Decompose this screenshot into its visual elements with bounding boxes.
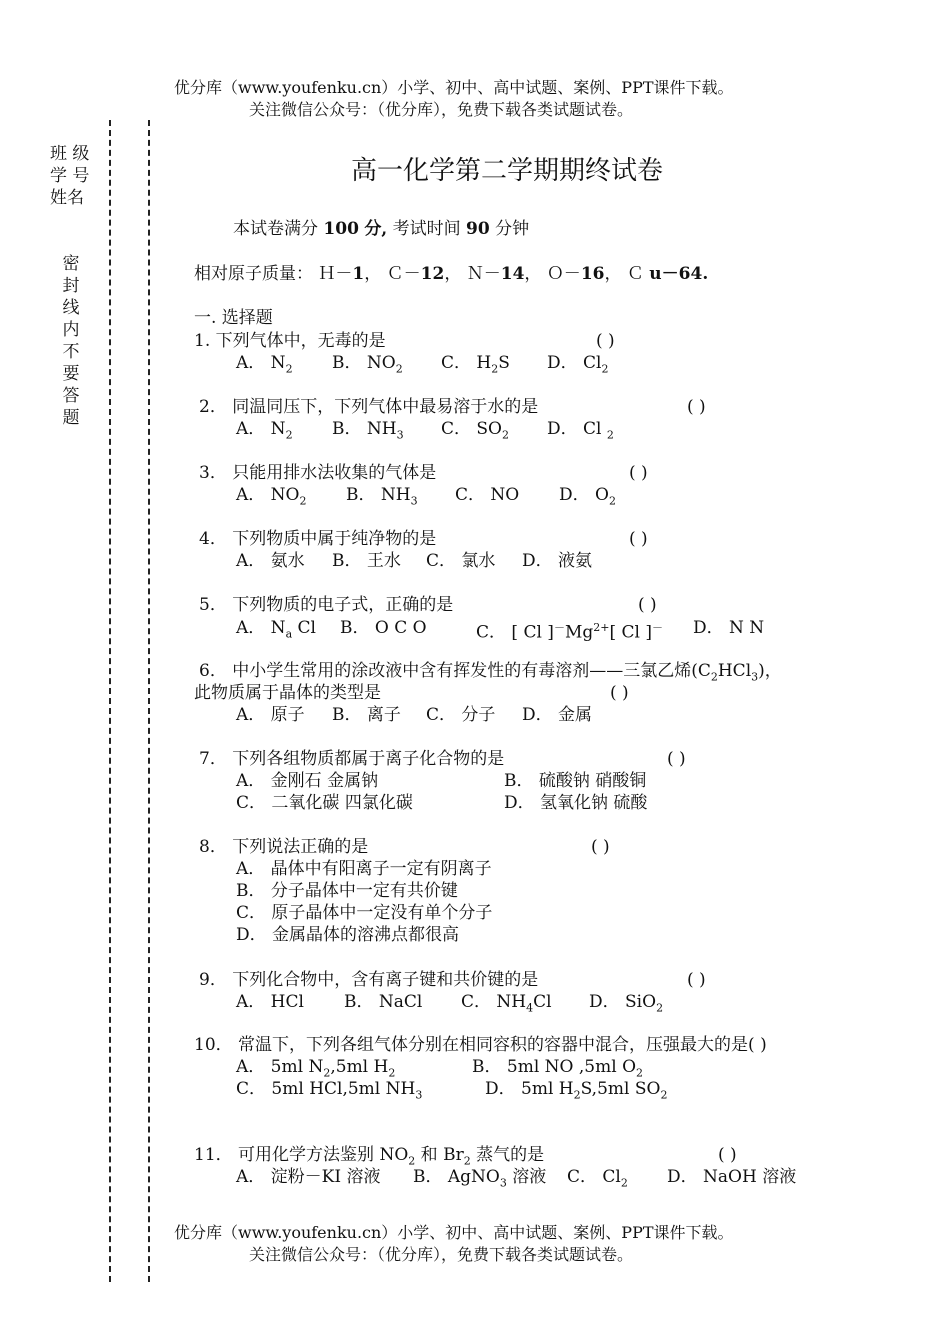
question-6-stem: 6． 中小学生常用的涂改液中含有挥发性的有毒溶剂——三氯乙烯$(C_2HCl_3)$， bbox=[199, 661, 782, 684]
q7-option-d: D． 氢氧化钠 硫酸 bbox=[504, 793, 648, 813]
atomic-h: Ｈ－ bbox=[318, 264, 353, 284]
exam-time-suffix: 分钟 bbox=[495, 219, 530, 239]
q3-option-c: C． NO bbox=[455, 485, 520, 505]
atomic-o: Ｏ－ bbox=[546, 264, 581, 284]
q8-option-d: D． 金属晶体的溶沸点都很高 bbox=[236, 925, 460, 945]
q5-option-b: B． O C O bbox=[340, 618, 427, 638]
q10-option-a: A． 5ml $N_2,5ml$ $H_2$ bbox=[236, 1057, 396, 1080]
full-score-value: 100 bbox=[323, 219, 359, 239]
atomic-c: Ｃ－ bbox=[386, 264, 421, 284]
seal-notice: 密封线内不要答题 bbox=[62, 254, 80, 428]
header-line-2: 关注微信公众号：（优分库），免费下载各类试题试卷。 bbox=[249, 100, 634, 119]
atomic-cu-value: u－64. bbox=[649, 264, 709, 284]
question-6-stem-line2: 此物质属于晶体的类型是 bbox=[194, 683, 381, 703]
question-9-bracket: ( ) bbox=[687, 970, 706, 990]
q9-option-a: A． HCl bbox=[236, 992, 304, 1012]
q3-option-a: A． $NO_2$ bbox=[236, 485, 307, 508]
question-10-stem: 10． 常温下，下列各组气体分别在相同容积的容器中混合，压强最大的是( ) bbox=[194, 1035, 767, 1055]
question-11-bracket: ( ) bbox=[718, 1145, 737, 1165]
q6-option-a: A． 原子 bbox=[236, 705, 305, 725]
question-5-stem: 5． 下列物质的电子式，正确的是 bbox=[199, 595, 454, 615]
q6-option-b: B． 离子 bbox=[332, 705, 401, 725]
q9-option-b: B． NaCl bbox=[344, 992, 423, 1012]
q9-option-d: D． SiO$_2$ bbox=[589, 992, 664, 1015]
question-1-bracket: ( ) bbox=[596, 331, 615, 351]
q2-option-d: D． Cl $_2$ bbox=[547, 419, 614, 442]
exam-time-prefix: 考试时间 bbox=[392, 219, 461, 239]
full-score-prefix: 本试卷满分 bbox=[233, 219, 318, 239]
q4-option-a: A． 氨水 bbox=[236, 551, 305, 571]
q11-option-a: A． 淀粉－KI 溶液 bbox=[236, 1167, 381, 1187]
footer-line-1: 优分库（www.youfenku.cn）小学、初中、高中试题、案例、PPT课件下载。 bbox=[174, 1223, 734, 1242]
q7-option-b: B． 硫酸钠 硝酸铜 bbox=[504, 771, 647, 791]
atomic-cu: Ｃ bbox=[626, 264, 644, 284]
question-3-stem: 3． 只能用排水法收集的气体是 bbox=[199, 463, 437, 483]
question-2-bracket: ( ) bbox=[687, 397, 706, 417]
question-5-bracket: ( ) bbox=[638, 595, 657, 615]
q8-option-a: A． 晶体中有阳离子一定有阴离子 bbox=[236, 859, 492, 879]
atomic-o-value: 16 bbox=[580, 264, 605, 284]
q1-option-b: B． $NO_2$ bbox=[332, 353, 403, 376]
q1-option-c: C． $H_2S$ bbox=[441, 353, 510, 376]
exam-info bbox=[233, 218, 529, 240]
q8-option-b: B． 分子晶体中一定有共价键 bbox=[236, 881, 458, 901]
q6-option-c: C． 分子 bbox=[426, 705, 496, 725]
seal-line-right bbox=[148, 120, 150, 1282]
q4-option-c: C． 氯水 bbox=[426, 551, 496, 571]
footer-line-2: 关注微信公众号：（优分库），免费下载各类试题试卷。 bbox=[249, 1245, 634, 1264]
q11-option-d: D． NaOH 溶液 bbox=[667, 1167, 797, 1187]
question-1-stem: 1. 下列气体中，无毒的是 bbox=[194, 331, 386, 351]
question-4-bracket: ( ) bbox=[629, 529, 648, 549]
q10-option-c: C． 5ml HCl,5ml $NH_3$ bbox=[236, 1079, 423, 1102]
q2-option-a: A． $N_2$ bbox=[236, 419, 293, 442]
atomic-mass-line: 相对原子质量： Ｈ－1， Ｃ－12， Ｎ－14， Ｏ－16， Ｃ u－64. bbox=[194, 264, 709, 284]
q5-option-a: A． $N_a$ Cl bbox=[236, 618, 316, 641]
q5-option-c: C． [ Cl ]$^-Mg^{2+}$[ Cl ]－ bbox=[476, 621, 663, 643]
q11-option-b: B． AgNO$_3$ 溶液 bbox=[413, 1167, 547, 1190]
q2-option-b: B． $NH_3$ bbox=[332, 419, 404, 442]
seal-line-left bbox=[109, 120, 111, 1282]
question-7-stem: 7． 下列各组物质都属于离子化合物的是 bbox=[199, 749, 505, 769]
page-title: 高一化学第二学期期终试卷 bbox=[351, 156, 664, 186]
question-4-stem: 4． 下列物质中属于纯净物的是 bbox=[199, 529, 437, 549]
q4-option-b: B． 王水 bbox=[332, 551, 401, 571]
q3-option-b: B． $NH_3$ bbox=[346, 485, 418, 508]
atomic-mass-label: 相对原子质量： bbox=[194, 264, 313, 284]
full-score-suffix: 分, bbox=[364, 219, 388, 239]
q6-option-d: D． 金属 bbox=[522, 705, 593, 725]
question-3-bracket: ( ) bbox=[629, 463, 648, 483]
atomic-h-value: 1 bbox=[352, 264, 365, 284]
student-number-label: 学 号 bbox=[50, 166, 90, 186]
header-line-1: 优分库（www.youfenku.cn）小学、初中、高中试题、案例、PPT课件下载。 bbox=[174, 78, 734, 97]
q10-option-d: D． 5ml $H_2S,5ml$ $SO_2$ bbox=[485, 1079, 668, 1102]
q4-option-d: D． 液氨 bbox=[522, 551, 593, 571]
question-7-bracket: ( ) bbox=[667, 749, 686, 769]
q7-option-c: C． 二氧化碳 四氯化碳 bbox=[236, 793, 413, 813]
q10-option-b: B． 5ml NO ,5ml $O_2$ bbox=[472, 1057, 644, 1080]
class-label: 班 级 bbox=[50, 144, 90, 164]
question-2-stem: 2． 同温同压下，下列气体中最易溶于水的是 bbox=[199, 397, 539, 417]
question-8-stem: 8． 下列说法正确的是 bbox=[199, 837, 369, 857]
q5-option-d: D． N N bbox=[693, 618, 765, 638]
question-11-stem: 11． 可用化学方法鉴别 $NO_2$ 和 $Br_2$ 蒸气的是 bbox=[194, 1145, 545, 1168]
atomic-n-value: 14 bbox=[500, 264, 525, 284]
q2-option-c: C． $SO_2$ bbox=[441, 419, 509, 442]
q3-option-d: D． $O_2$ bbox=[559, 485, 616, 508]
section-heading: 一. 选择题 bbox=[194, 308, 273, 328]
q8-option-c: C． 原子晶体中一定没有单个分子 bbox=[236, 903, 493, 923]
q9-option-c: C． $NH_4Cl$ bbox=[461, 992, 552, 1015]
q7-option-a: A． 金刚石 金属钠 bbox=[236, 771, 379, 791]
question-9-stem: 9． 下列化合物中，含有离子键和共价键的是 bbox=[199, 970, 539, 990]
atomic-c-value: 12 bbox=[420, 264, 445, 284]
q1-option-a: A． $N_2$ bbox=[236, 353, 293, 376]
question-8-bracket: ( ) bbox=[591, 837, 610, 857]
atomic-n: Ｎ－ bbox=[466, 264, 501, 284]
question-6-bracket: ( ) bbox=[610, 683, 629, 703]
exam-time-value: 90 bbox=[466, 219, 490, 239]
q11-option-c: C． $Cl_2$ bbox=[567, 1167, 628, 1190]
q1-option-d: D． $Cl_2$ bbox=[547, 353, 609, 376]
student-name-label: 姓名 bbox=[50, 188, 84, 208]
